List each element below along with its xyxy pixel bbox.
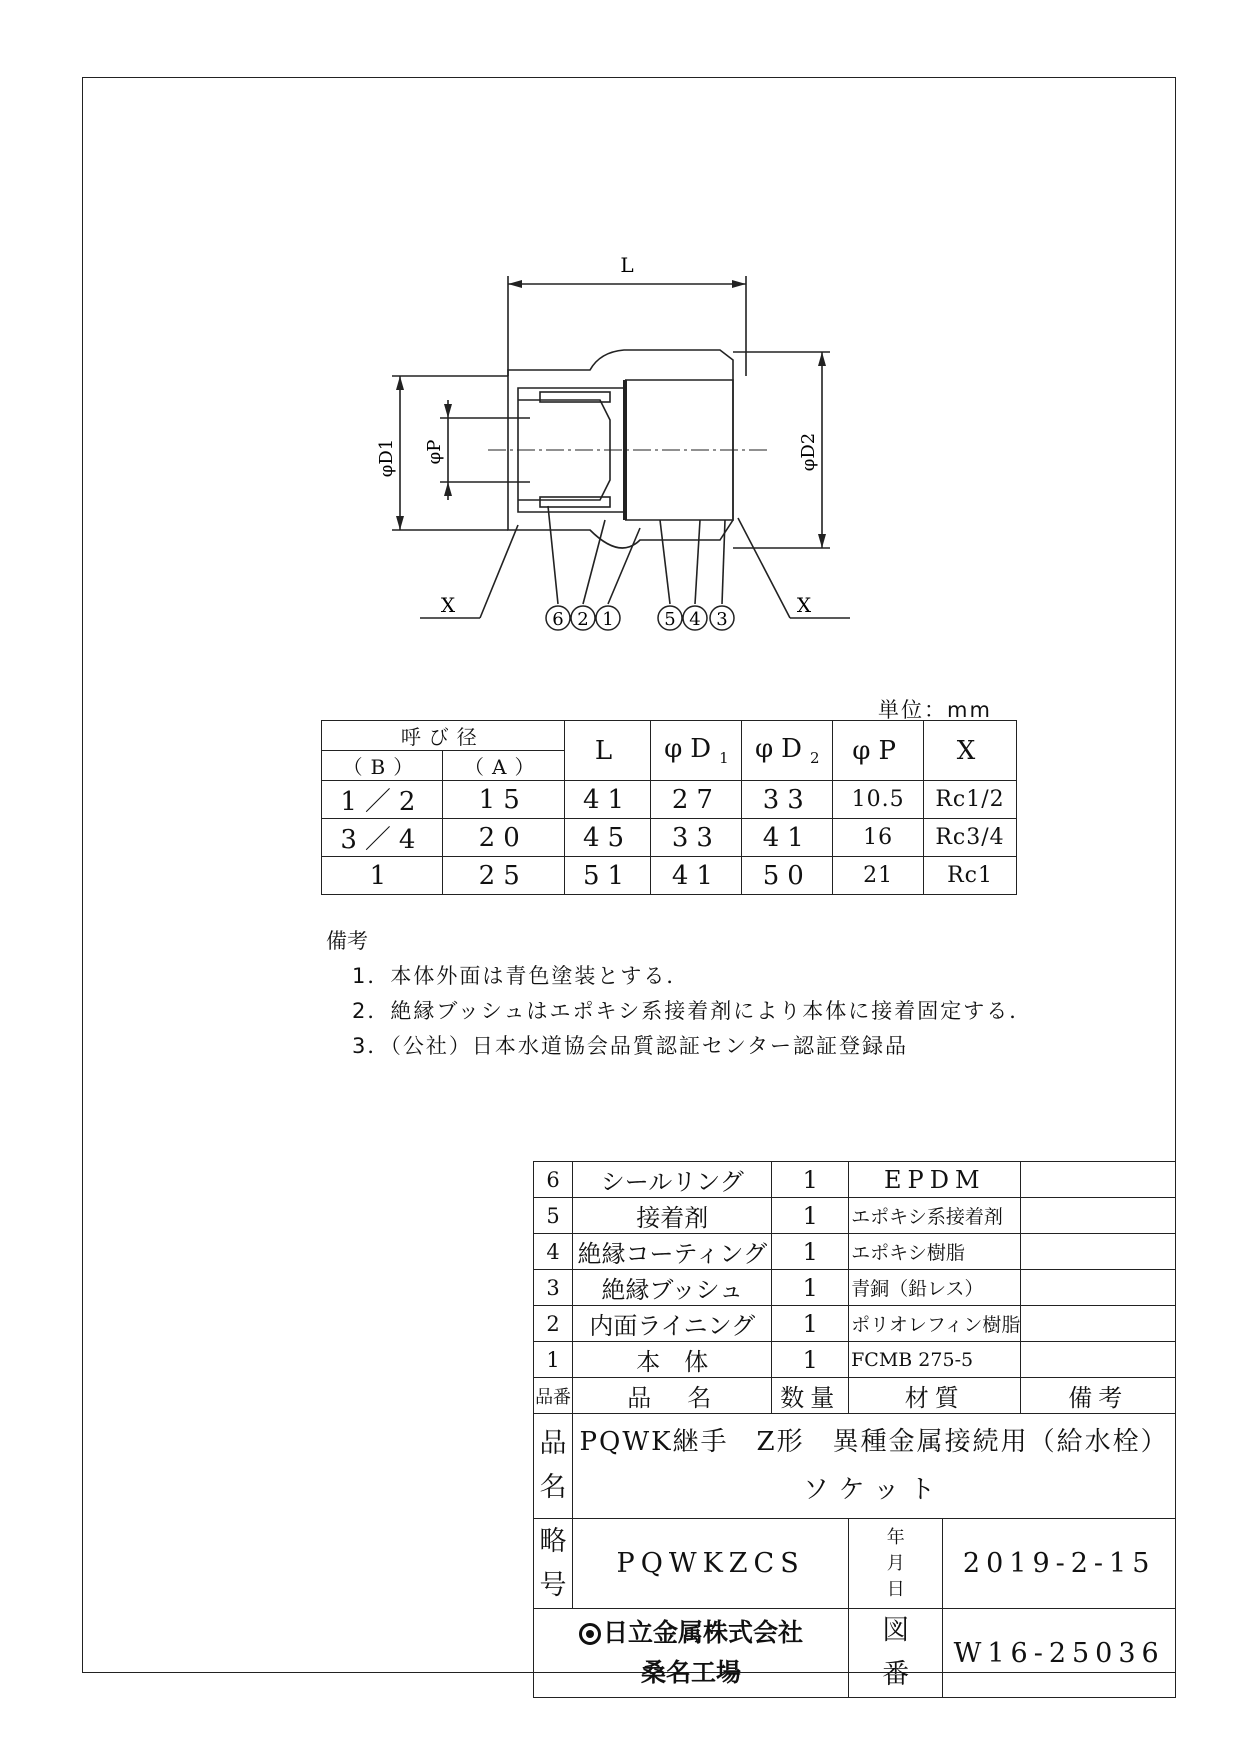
part-material: ポリオレフィン樹脂 — [849, 1306, 1021, 1342]
parts-table — [533, 1161, 1176, 1698]
part-material: EPDM — [849, 1162, 1021, 1198]
arrowhead — [396, 516, 404, 530]
part-material: エポキシ系接着剤 — [849, 1198, 1021, 1234]
header-l: L — [564, 721, 651, 781]
header-part-no: 品番 — [534, 1378, 573, 1414]
drawing-no-value: W16-25036 — [943, 1609, 1176, 1698]
abbr-value: PQWKZCS — [573, 1519, 849, 1609]
product-name-row — [534, 1414, 1176, 1519]
header-nominal: 呼び径 — [322, 721, 565, 751]
table-row — [322, 857, 1017, 895]
seal-ring-bottom — [540, 497, 610, 507]
label-x-left: X — [440, 593, 456, 617]
cell-d2: 50 — [742, 857, 833, 895]
part-no: 2 — [534, 1306, 573, 1342]
company-logo-icon — [579, 1623, 601, 1645]
leader-x-left — [480, 525, 518, 618]
dimension-table — [321, 720, 1017, 895]
part-qty: 1 — [772, 1306, 849, 1342]
cell-b: 1／2 — [322, 781, 443, 819]
label-x-right: X — [796, 593, 812, 617]
note-item: 2．絶縁ブッシュはエポキシ系接着剤により本体に接着固定する． — [352, 999, 1033, 1023]
technical-drawing — [0, 0, 1240, 680]
cell-l: 41 — [564, 781, 651, 819]
header-qty: 数量 — [772, 1378, 849, 1414]
header-a: （A） — [442, 751, 564, 781]
header-d2: $\varphi D_2$ — [742, 721, 833, 781]
part-remark — [1021, 1234, 1176, 1270]
part-name: 内面ライニング — [573, 1306, 772, 1342]
cell-b: 1 — [322, 857, 443, 895]
table-row — [534, 1306, 1176, 1342]
part-material: エポキシ樹脂 — [849, 1234, 1021, 1270]
part-name: 接着剤 — [573, 1198, 772, 1234]
cell-a: 20 — [442, 819, 564, 857]
part-name: 絶縁コーティング — [573, 1234, 772, 1270]
date-value: 2019-2-15 — [943, 1519, 1176, 1609]
product-name-label: 品名 — [534, 1414, 573, 1519]
leader-3 — [722, 520, 725, 604]
part-qty: 1 — [772, 1270, 849, 1306]
part-balloon-label: 4 — [689, 609, 701, 630]
dim-label-d1: φD1 — [376, 438, 397, 478]
part-qty: 1 — [772, 1234, 849, 1270]
part-no: 3 — [534, 1270, 573, 1306]
arrowhead — [444, 404, 452, 418]
arrowhead — [508, 280, 522, 288]
header-part-name: 品 名 — [573, 1378, 772, 1414]
part-remark — [1021, 1198, 1176, 1234]
arrowhead — [818, 352, 826, 366]
part-balloon-label: 2 — [577, 609, 589, 630]
cell-p: 21 — [833, 857, 924, 895]
part-no: 5 — [534, 1198, 573, 1234]
table-row — [534, 1234, 1176, 1270]
dim-label-l: L — [620, 253, 634, 277]
cell-x: Rc1 — [924, 857, 1017, 895]
cell-l: 51 — [564, 857, 651, 895]
parts-header-row — [534, 1378, 1176, 1414]
arrowhead — [732, 280, 746, 288]
dim-label-d2: φD2 — [798, 432, 819, 472]
table-row — [534, 1162, 1176, 1198]
part-balloon-label: 6 — [552, 609, 564, 630]
header-b: （B） — [322, 751, 443, 781]
cell-p: 10.5 — [833, 781, 924, 819]
part-remark — [1021, 1162, 1176, 1198]
cell-b: 3／4 — [322, 819, 443, 857]
cell-d1: 27 — [651, 781, 742, 819]
company-row — [534, 1609, 1176, 1698]
arrowhead — [444, 482, 452, 496]
cell-p: 16 — [833, 819, 924, 857]
header-remark: 備考 — [1021, 1378, 1176, 1414]
cell-d1: 33 — [651, 819, 742, 857]
cell-d2: 41 — [742, 819, 833, 857]
part-qty: 1 — [772, 1342, 849, 1378]
part-name: 絶縁ブッシュ — [573, 1270, 772, 1306]
cell-a: 15 — [442, 781, 564, 819]
header-x: X — [924, 721, 1017, 781]
part-material: FCMB 275-5 — [849, 1342, 1021, 1378]
part-balloon-label: 5 — [664, 609, 676, 630]
header-material: 材質 — [849, 1378, 1021, 1414]
cell-x: Rc1/2 — [924, 781, 1017, 819]
leader-2 — [583, 520, 605, 604]
part-no: 1 — [534, 1342, 573, 1378]
cell-d1: 41 — [651, 857, 742, 895]
leader-x-right — [738, 518, 790, 618]
date-label: 年月日 — [849, 1519, 943, 1609]
dim-label-p: φP — [424, 439, 445, 465]
table-row — [534, 1198, 1176, 1234]
note-item: 1．本体外面は青色塗装とする． — [352, 964, 690, 988]
notes-heading: 備考 — [326, 929, 368, 953]
cell-x: Rc3/4 — [924, 819, 1017, 857]
part-material: 青銅（鉛レス） — [849, 1270, 1021, 1306]
part-no: 4 — [534, 1234, 573, 1270]
part-balloon-label: 3 — [716, 609, 728, 630]
arrowhead — [396, 376, 404, 390]
product-name-value: PQWK継手 Z形 異種金属接続用（給水栓） ソケット — [573, 1414, 1176, 1519]
cell-d2: 33 — [742, 781, 833, 819]
part-balloons — [546, 606, 734, 630]
drawing-no-label: 図番 — [849, 1609, 943, 1698]
part-remark — [1021, 1342, 1176, 1378]
cell-a: 25 — [442, 857, 564, 895]
header-d1: $\varphi D_1$ — [651, 721, 742, 781]
part-no: 6 — [534, 1162, 573, 1198]
note-item: 3．（公社）日本水道協会品質認証センター認証登録品 — [352, 1034, 909, 1058]
part-balloon-label: 1 — [602, 609, 614, 630]
part-remark — [1021, 1306, 1176, 1342]
abbr-label: 略号 — [534, 1519, 573, 1609]
part-name: シールリング — [573, 1162, 772, 1198]
cell-l: 45 — [564, 819, 651, 857]
company-block: 日立金属株式会社 桑名工場 — [534, 1609, 849, 1698]
notes-section — [326, 924, 1032, 1064]
table-row — [322, 781, 1017, 819]
leader-6 — [548, 506, 558, 604]
table-row — [534, 1342, 1176, 1378]
abbr-row — [534, 1519, 1176, 1609]
leader-4 — [695, 520, 700, 604]
leader-5 — [660, 520, 670, 604]
part-qty: 1 — [772, 1198, 849, 1234]
table-row — [534, 1270, 1176, 1306]
part-name: 本 体 — [573, 1342, 772, 1378]
part-qty: 1 — [772, 1162, 849, 1198]
header-p: φP — [833, 721, 924, 781]
unit-label: 単位：mm — [878, 698, 992, 722]
leader-1 — [608, 528, 640, 604]
part-remark — [1021, 1270, 1176, 1306]
table-row — [322, 819, 1017, 857]
arrowhead — [818, 534, 826, 548]
